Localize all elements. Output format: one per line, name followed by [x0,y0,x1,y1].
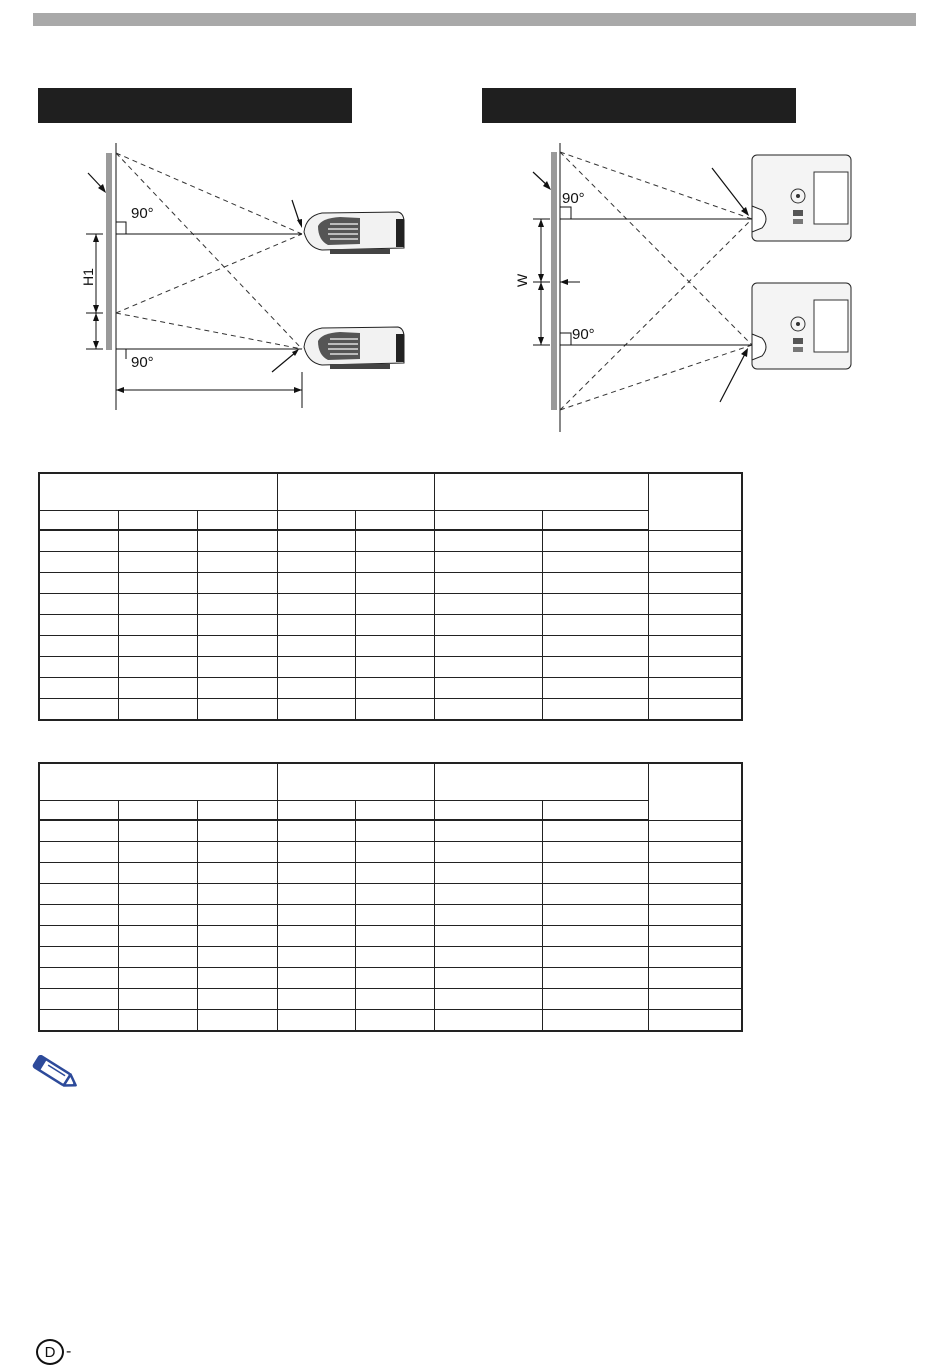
table-cell [434,947,542,968]
screen [106,153,112,350]
table-row [39,989,742,1010]
table-cell [197,615,277,636]
table-cell [118,926,197,947]
table-cell [355,657,434,678]
table-cell [277,594,355,615]
table-cell [648,530,742,552]
table-cell [277,678,355,699]
table-cell [39,636,118,657]
table-cell [118,530,197,552]
table-cell [434,573,542,594]
table-row [39,699,742,721]
table-cell [542,552,648,573]
table-cell [39,820,118,842]
table-cell [39,511,118,531]
table-cell [197,530,277,552]
table-cell [648,884,742,905]
table-row [39,926,742,947]
table-cell [355,1010,434,1032]
table-cell [118,842,197,863]
table-cell [197,699,277,721]
table-cell [118,511,197,531]
table-cell [355,636,434,657]
table-cell [197,552,277,573]
table-cell [434,842,542,863]
table-cell [542,863,648,884]
table-cell [118,594,197,615]
table-cell [277,863,355,884]
table-cell [277,573,355,594]
table-subheader-row [39,801,742,821]
page-number-separator: - [66,1343,72,1360]
width-label: W [514,273,530,287]
table-cell [355,947,434,968]
table-cell [355,615,434,636]
table-cell [648,926,742,947]
table-cell [434,615,542,636]
projector-top-upper [712,155,851,241]
table-cell [277,699,355,721]
table-cell [355,552,434,573]
table-cell [355,573,434,594]
table-cell [434,699,542,721]
table-cell [648,615,742,636]
header-cell [434,473,648,511]
header-cell [277,763,434,801]
header-cell [39,473,277,511]
table-cell [197,968,277,989]
angle-label-bottom: 90° [131,354,154,371]
table-cell [118,989,197,1010]
table-row [39,678,742,699]
table-cell [648,1010,742,1032]
table-cell [648,636,742,657]
table-cell [277,615,355,636]
table-row [39,820,742,842]
table-cell [197,573,277,594]
page-number [36,1339,71,1365]
table-cell [434,552,542,573]
table-cell [434,926,542,947]
table-cell [277,511,355,531]
table-cell [277,552,355,573]
table-cell [197,801,277,821]
table-cell [277,926,355,947]
table-cell [197,820,277,842]
table-cell [39,573,118,594]
angle-label-top: 90° [131,205,154,222]
table-cell [434,511,542,531]
table-cell [118,884,197,905]
table-cell [355,820,434,842]
table-cell [277,884,355,905]
table-cell [542,884,648,905]
table-cell [197,842,277,863]
table-cell [355,863,434,884]
table-cell [39,926,118,947]
angle-label-top: 90° [562,190,585,207]
table-cell [434,989,542,1010]
table-row [39,657,742,678]
table-cell [355,678,434,699]
page-section-letter: D [36,1339,64,1365]
table-cell [39,552,118,573]
table-cell [39,884,118,905]
table-cell [648,699,742,721]
table-cell [277,947,355,968]
table-row [39,573,742,594]
table-cell [39,947,118,968]
table-cell [118,552,197,573]
table-cell [39,699,118,721]
table-row [39,905,742,926]
projector-side-top [292,200,404,254]
table-cell [355,884,434,905]
table-cell [118,801,197,821]
table-cell [542,926,648,947]
table-cell [434,863,542,884]
table-cell [197,594,277,615]
table-cell [542,594,648,615]
table-cell [39,657,118,678]
table-cell [434,968,542,989]
table-cell [197,657,277,678]
table-cell [648,594,742,615]
section-header-right [482,88,796,123]
table-cell [542,842,648,863]
table-cell [542,1010,648,1032]
table-cell [277,905,355,926]
table-cell [277,657,355,678]
section-header-left [38,88,352,123]
table-cell [648,989,742,1010]
table-cell [277,842,355,863]
table-cell [542,636,648,657]
table-cell [197,989,277,1010]
table-cell [355,968,434,989]
table-cell [277,1010,355,1032]
table-cell [39,801,118,821]
table-cell [648,657,742,678]
table-cell [542,657,648,678]
header-cell [277,473,434,511]
table-cell [118,1010,197,1032]
table-cell [434,820,542,842]
table-cell [118,968,197,989]
top-view-diagram [440,135,880,435]
table-row [39,636,742,657]
table-cell [277,989,355,1010]
table-cell [197,884,277,905]
table-cell [118,820,197,842]
table-cell [542,989,648,1010]
projection-table-2 [38,762,743,1032]
table-cell [542,905,648,926]
table-cell [355,905,434,926]
table-cell [118,615,197,636]
table-row [39,1010,742,1032]
table-cell [39,842,118,863]
table-cell [355,530,434,552]
table-cell [39,863,118,884]
table-cell [434,678,542,699]
table-cell [118,863,197,884]
table-cell [39,678,118,699]
table-cell [39,905,118,926]
table-row [39,884,742,905]
height-label: H1 [80,268,96,286]
table-cell [648,905,742,926]
table-cell [118,905,197,926]
table-cell [648,678,742,699]
table-cell [542,801,648,821]
table-cell [434,884,542,905]
table-cell [648,552,742,573]
table-cell [542,820,648,842]
table-cell [355,926,434,947]
table-cell [118,636,197,657]
table-cell [542,678,648,699]
table-cell [39,1010,118,1032]
table-cell [277,636,355,657]
table-cell [197,636,277,657]
table-cell [542,573,648,594]
pencil-note-icon [27,1055,83,1096]
table-cell [434,594,542,615]
table-cell [434,801,542,821]
table-cell [434,1010,542,1032]
table-row [39,947,742,968]
table-cell [648,947,742,968]
table-header-row [39,763,742,801]
table-cell [434,636,542,657]
table-cell [118,657,197,678]
table-cell [355,699,434,721]
table-cell [434,905,542,926]
table-cell [118,678,197,699]
table-cell [648,968,742,989]
header-cell [434,763,648,801]
table-cell [39,594,118,615]
table-cell [355,842,434,863]
table-cell [542,615,648,636]
table-cell [197,947,277,968]
table-row [39,968,742,989]
table-cell [434,530,542,552]
table-cell [277,968,355,989]
table-cell [277,530,355,552]
table-cell [118,573,197,594]
table-cell [355,801,434,821]
side-view-diagram [0,135,440,435]
screen [551,152,557,410]
table-cell [355,594,434,615]
table-cell [355,511,434,531]
table-cell [434,657,542,678]
table-cell [39,989,118,1010]
table-cell [648,863,742,884]
angle-label-bottom: 90° [572,326,595,343]
table-cell [39,615,118,636]
table-cell [277,820,355,842]
table-cell [542,699,648,721]
table-cell [118,699,197,721]
table-cell [542,511,648,531]
table-cell [197,926,277,947]
table-cell [648,820,742,842]
table-cell [197,1010,277,1032]
table-cell [648,842,742,863]
table-header-row [39,473,742,511]
table-row [39,552,742,573]
table-cell [542,947,648,968]
header-cell [648,473,742,530]
table-row [39,530,742,552]
table-cell [39,530,118,552]
projector-top-lower [720,283,851,402]
table-row [39,863,742,884]
table-cell [197,863,277,884]
table-cell [542,968,648,989]
table-subheader-row [39,511,742,531]
table-cell [542,530,648,552]
table-row [39,615,742,636]
header-cell [648,763,742,820]
table-row [39,594,742,615]
table-cell [355,989,434,1010]
table-cell [197,905,277,926]
table-row [39,842,742,863]
projection-table-1 [38,472,743,721]
table-cell [277,801,355,821]
table-cell [39,968,118,989]
header-bar [33,13,916,26]
table-cell [648,573,742,594]
table-cell [118,947,197,968]
table-cell [197,511,277,531]
table-cell [197,678,277,699]
header-cell [39,763,277,801]
